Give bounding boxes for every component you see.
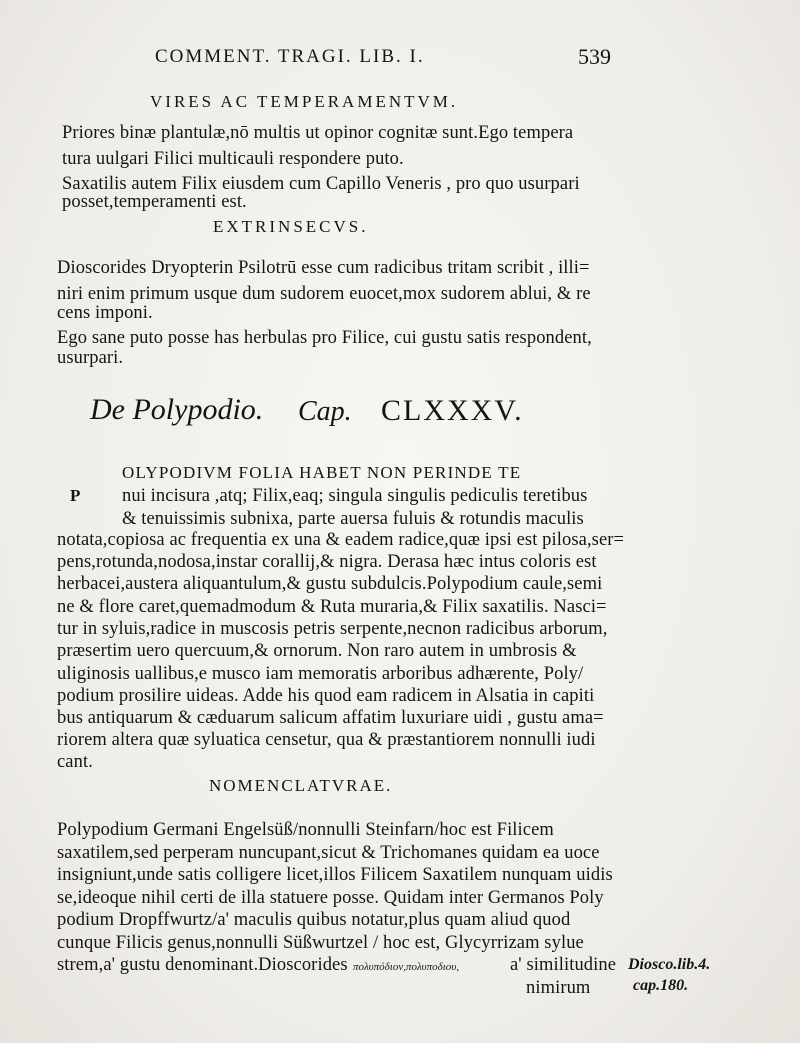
text-line-first: OLYPODIVM FOLIA HABET NON PERINDE TE [122, 463, 522, 482]
text-line: Ego sane puto posse has herbulas pro Filice, cui gustu satis respondent, [57, 328, 592, 348]
text-line: ne & flore caret,quemadmodum & Ruta muraria,& Filix saxatilis. Nasci= [57, 597, 607, 617]
text-line: podium Dropffwurtz/a' maculis quibus notatur,plus quam aliud quod [57, 910, 571, 930]
text-line: nimirum [526, 978, 591, 998]
text-line: herbacei,austera aliquantulum,& gustu subdulcis.Polypodium caule,semi [57, 574, 603, 594]
margin-note-reference: cap.180. [633, 977, 689, 994]
text-line: saxatilem,sed perperam nuncupant,sicut & Trichomanes quidam ea uoce [57, 843, 600, 863]
text-line: riorem altera quæ syluatica censetur, qua & præstantiorem nonnulli iudi [57, 730, 596, 750]
text-line: Priores binæ plantulæ,nō multis ut opinor cognitæ sunt.Ego tempera [62, 123, 574, 143]
text-line: se,ideoque nihil certi de illa statuere posse. Quidam inter Germanos Poly [57, 888, 604, 908]
text-line: pens,rotunda,nodosa,instar corallij,& nigra. Derasa hæc intus coloris est [57, 552, 597, 572]
text-line: insigniunt,unde satis colligere licet,illos Filicem Saxatilem nunquam uidis [57, 865, 613, 885]
text-line: tura uulgari Filici multicauli respondere puto. [62, 149, 404, 169]
text-line: Dioscorides Dryopterin Psilotrū esse cum radicibus tritam scribit , illi= [57, 258, 590, 278]
margin-note-reference: Diosco.lib.4. [628, 956, 711, 973]
text-line: cunque Filicis genus,nonnulli Süßwurtzel / hoc est, Glycyrrizam sylue [57, 933, 584, 953]
text-line: Saxatilis autem Filix eiusdem cum Capillo Veneris , pro quo usurpari [62, 174, 580, 194]
text-line: bus antiquarum & cæduarum salicum affatim luxuriare uidi , gustu ama= [57, 708, 604, 728]
text-line: notata,copiosa ac frequentia ex una & eadem radice,quæ ipsi est pilosa,ser= [57, 530, 625, 550]
chapter-title: De Polypodio. [90, 393, 264, 426]
drop-capital: P [70, 486, 81, 505]
text-line: podium prosilire uideas. Adde his quod eam radicem in Alsatia in capiti [57, 686, 595, 706]
text-line: tur in syluis,radice in muscosis petris serpente,necnon radicibus arborum, [57, 619, 608, 639]
text-line: niri enim primum usque dum sudorem euocet,mox sudorem ablui, & re [57, 284, 591, 304]
text-line: cant. [57, 752, 93, 772]
text-line: uliginosis uallibus,e musco iam memoratis arboribus adhærente, Poly/ [57, 664, 584, 684]
section-heading-nomenclaturae: NOMENCLATVRAE. [209, 776, 393, 795]
chapter-cap-label: Cap. [298, 396, 352, 427]
section-heading-extrinsecus: EXTRINSECVS. [213, 217, 369, 236]
section-heading-vires: VIRES AC TEMPERAMENTVM. [150, 92, 459, 111]
text-line: & tenuissimis subnixa, parte auersa fuluis & rotundis maculis [122, 509, 584, 529]
text-line: præsertim uero quercuum,& ornorum. Non raro autem in umbrosis & [57, 641, 577, 661]
text-line: nui incisura ,atq; Filix,eaq; singula singulis pediculis teretibus [122, 486, 588, 506]
text-line: Polypodium Germani Engelsüß/nonnulli Steinfarn/hoc est Filicem [57, 820, 554, 840]
text-line: strem,a' gustu denominant.Dioscorides [57, 955, 348, 975]
page-number: 539 [578, 44, 611, 69]
chapter-number: CLXXXV. [381, 394, 524, 427]
text-line: usurpari. [57, 348, 124, 368]
text-line: posset,temperamenti est. [62, 192, 247, 212]
running-head: COMMENT. TRAGI. LIB. I. [155, 46, 425, 67]
text-line: a' similitudine [510, 955, 617, 975]
greek-term: πολυπόδιον,πολυποδιου, [353, 961, 460, 973]
text-line: cens imponi. [57, 303, 153, 323]
